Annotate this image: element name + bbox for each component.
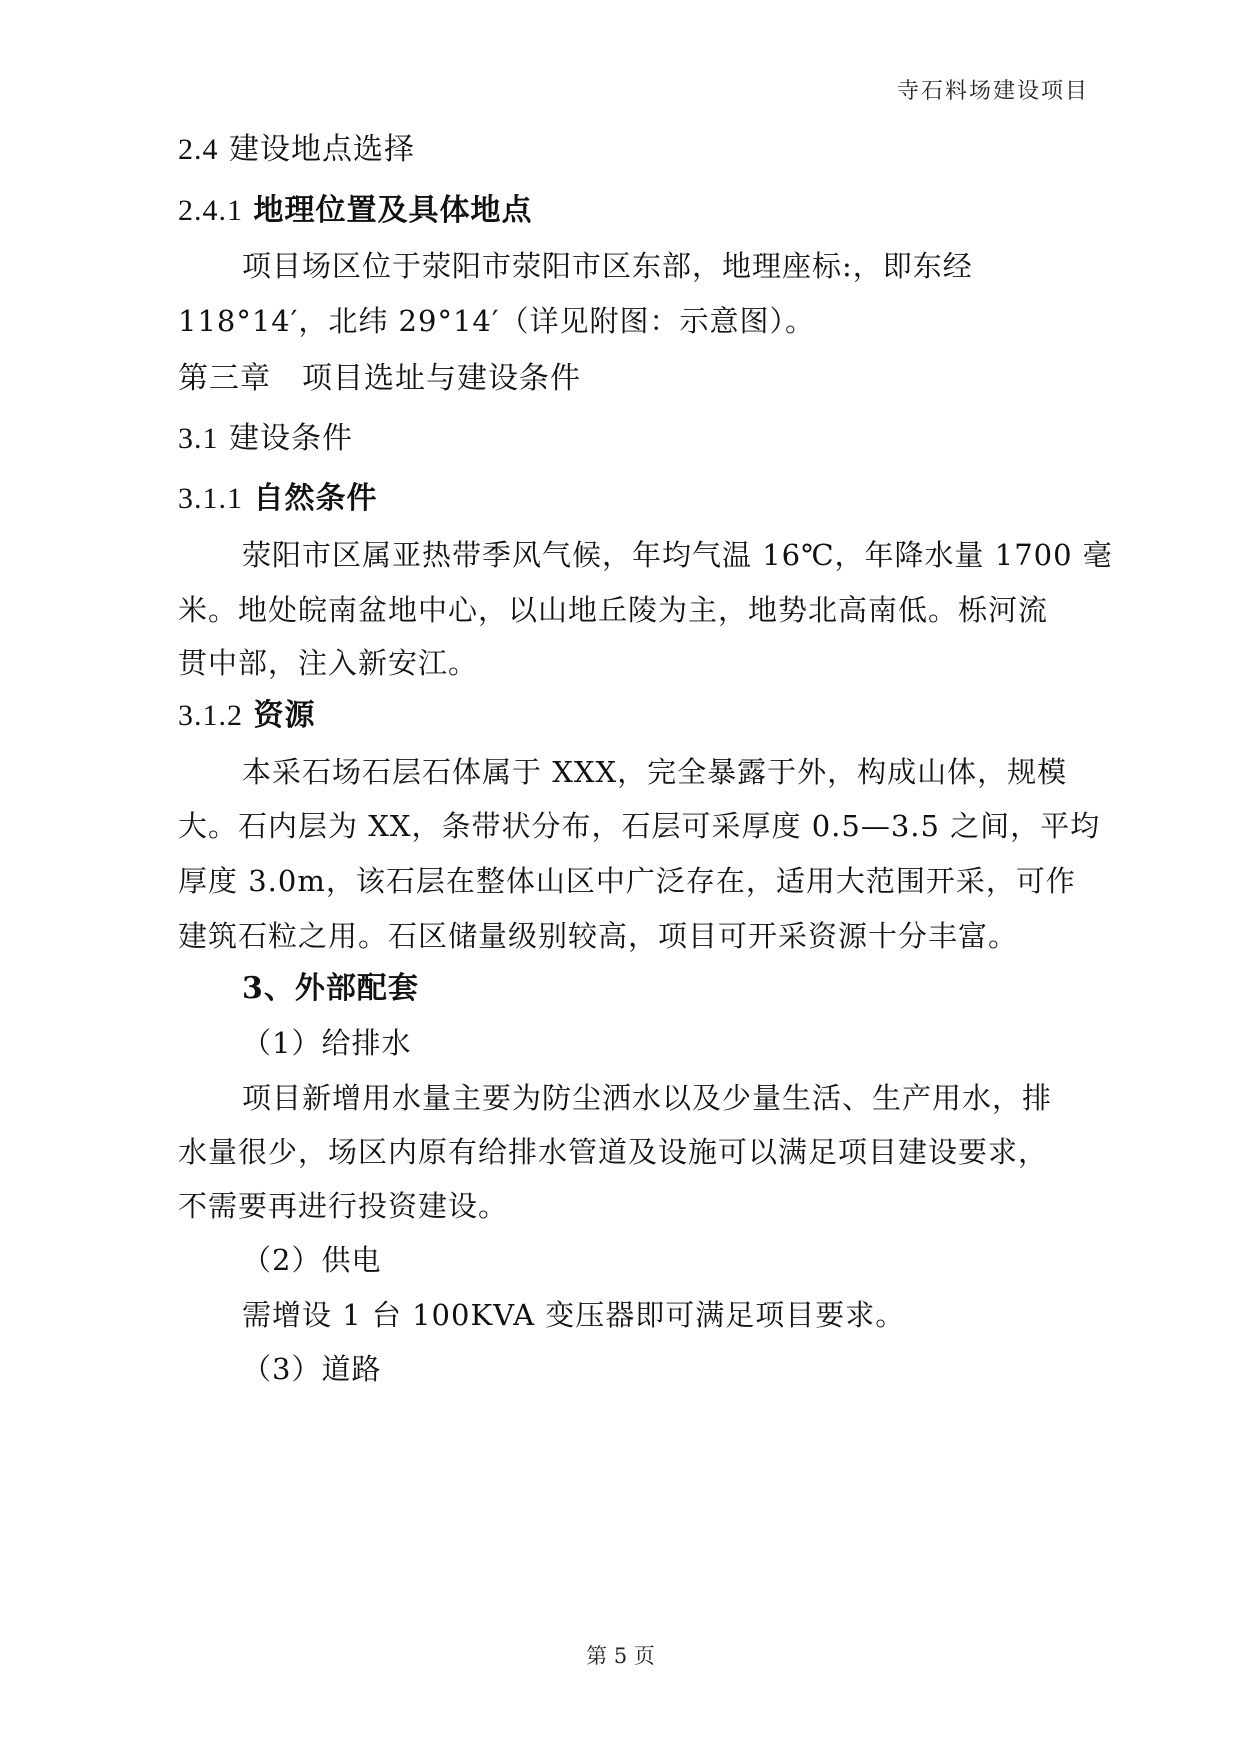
- section-title: 地理位置及具体地点: [253, 193, 533, 228]
- paragraph-line: 建筑石粒之用。石区储量级别较高，项目可开采资源十分丰富。: [178, 919, 1019, 953]
- paragraph-line: 项目新增用水量主要为防尘洒水以及少量生活、生产用水，排: [242, 1081, 1053, 1115]
- section-number: 3.1.1: [178, 482, 243, 515]
- section-3-1-heading: [178, 419, 353, 459]
- external-facilities-heading: 3、外部配套: [242, 971, 419, 1006]
- paragraph-line: 118°14′，北纬 29°14′（详见附图：示意图）。: [178, 304, 815, 338]
- paragraph-line: 项目场区位于荥阳市荥阳市区东部，地理座标:，即东经: [242, 249, 973, 283]
- paragraph-line: 大。石内层为 XX，条带状分布，石层可采厚度 0.5—3.5 之间，平均: [178, 809, 1101, 843]
- paragraph-line: 米。地处皖南盆地中心，以山地丘陵为主，地势北高南低。栎河流: [178, 593, 1049, 627]
- section-title: 建设地点选择: [229, 132, 416, 167]
- paragraph-line: 本采石场石层石体属于 XXX，完全暴露于外，构成山体，规模: [242, 755, 1068, 789]
- section-title: 资源: [253, 698, 316, 733]
- paragraph-line: 贯中部，注入新安江。: [178, 646, 479, 680]
- chapter-3-heading: 第三章 项目选址与建设条件: [178, 361, 581, 396]
- section-number: 2.4.1: [178, 194, 243, 227]
- section-2-4-heading: [178, 130, 415, 170]
- page-number: 第 5 页: [586, 1644, 655, 1668]
- section-3-1-2-heading: [178, 696, 316, 736]
- paragraph-line: 厚度 3.0m，该石层在整体山区中广泛存在，适用大范围开采，可作: [178, 864, 1076, 898]
- running-header: 寺石料场建设项目: [896, 79, 1089, 104]
- section-3-1-1-heading: [178, 479, 378, 519]
- paragraph-line: 不需要再进行投资建设。: [178, 1189, 509, 1223]
- power-subheading: （2）供电: [242, 1243, 382, 1277]
- road-subheading: （3）道路: [242, 1352, 382, 1386]
- water-subheading: （1）给排水: [242, 1026, 412, 1060]
- paragraph-line: 水量很少，场区内原有给排水管道及设施可以满足项目建设要求，: [178, 1135, 1049, 1169]
- paragraph-line: 荥阳市区属亚热带季风气候，年均气温 16℃，年降水量 1700 毫: [242, 538, 1113, 572]
- section-title: 自然条件: [253, 481, 378, 516]
- section-number: 2.4: [178, 133, 219, 166]
- section-title: 建设条件: [229, 421, 354, 456]
- section-number: 3.1: [178, 422, 219, 455]
- section-2-4-1-heading: [178, 191, 533, 231]
- section-number: 3.1.2: [178, 699, 243, 732]
- paragraph-line: 需增设 1 台 100KVA 变压器即可满足项目要求。: [242, 1298, 906, 1332]
